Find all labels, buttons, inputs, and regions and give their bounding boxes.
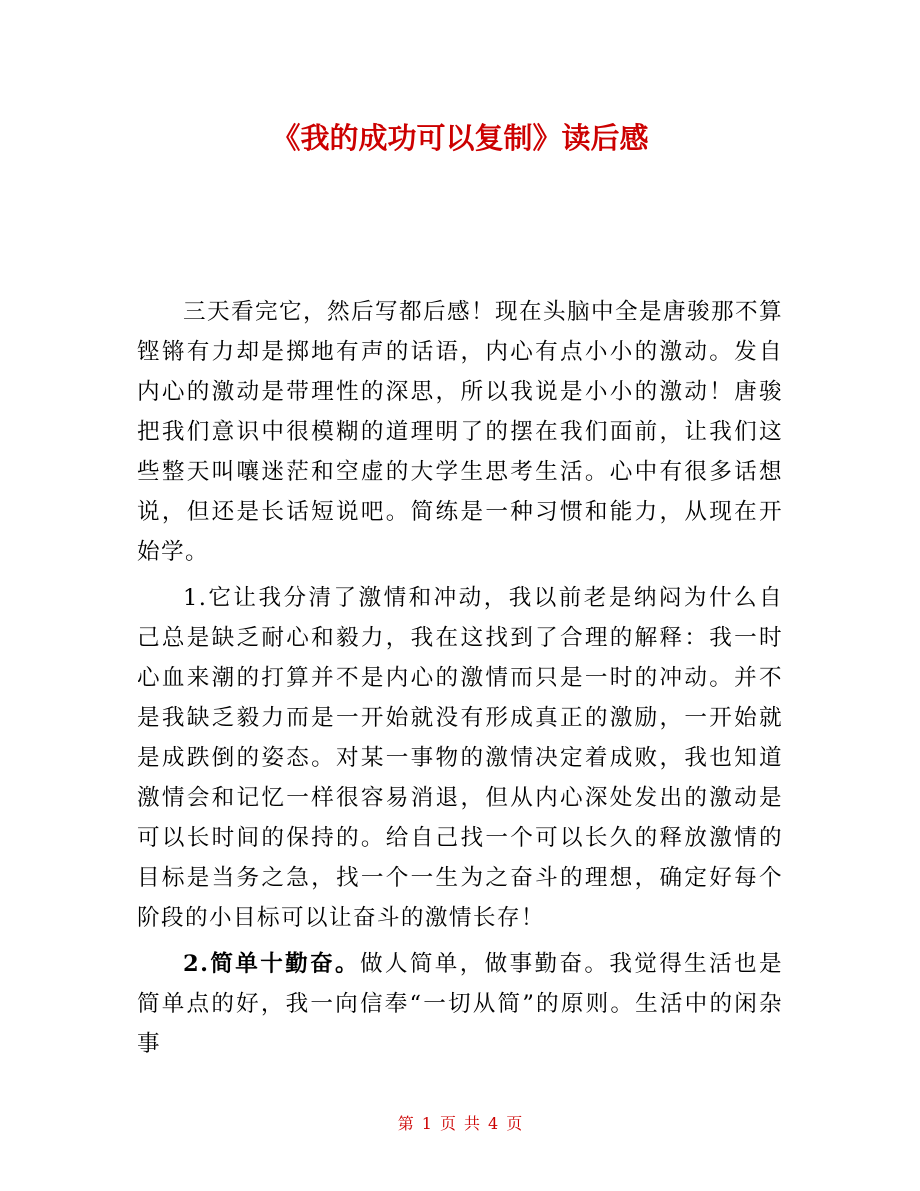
page-footer xyxy=(0,1112,920,1136)
footer-total-pages: 4 xyxy=(488,1114,499,1133)
paragraph-text: 1.它让我分清了激情和冲动，我以前老是纳闷为什么自己总是缺乏耐心和毅力，我在这找到了合理的解释：我一时心血来潮的打算并不是内心的激情而只是一时的冲动。并不是我缺乏毅力而是一开始就没有形成真正的激励，一开始就是成跌倒的姿态。对某一事物的激情决定着成败，我也知道激情会和记忆一样很容易消退，但从内心深处发出的激动是可以长时间的保持的。给自己找一个可以长久的释放激情的目标是当务之急，找一个一生为之奋斗的理想，确定好每个阶段的小目标可以让奋斗的激情长存！ xyxy=(137,585,783,931)
footer-current-page: 1 xyxy=(421,1114,432,1133)
paragraph-point-2 xyxy=(137,944,783,1064)
footer-label-page: 第 xyxy=(397,1114,414,1133)
paragraph-intro xyxy=(137,292,783,572)
paragraph-text: 三天看完它，然后写都后感！现在头脑中全是唐骏那不算铿锵有力却是掷地有声的话语，内心有点小小的激动。发自内心的激动是带理性的深思，所以我说是小小的激动！唐骏把我们意识中很模糊的道理明了的摆在我们面前，让我们这些整天叫嚷迷茫和空虚的大学生思考生活。心中有很多话想说，但还是长话短说吧。简练是一种习惯和能力，从现在开始学。 xyxy=(137,299,783,565)
document-title: 《我的成功可以复制》读后感 xyxy=(271,121,649,155)
paragraph-heading: 2.简单十勤奋。 xyxy=(183,951,360,977)
document-body xyxy=(137,292,783,1064)
footer-label-unit-end: 页 xyxy=(506,1114,523,1133)
footer-label-total: 共 xyxy=(464,1114,481,1133)
paragraph-text: 做人简单，做事勤奋。我觉得生活也是简单点的好，我一向信奉“一切从简”的原则。生活中的闲杂事 xyxy=(137,951,783,1057)
paragraph-point-1 xyxy=(137,578,783,938)
footer-label-unit: 页 xyxy=(439,1114,456,1133)
